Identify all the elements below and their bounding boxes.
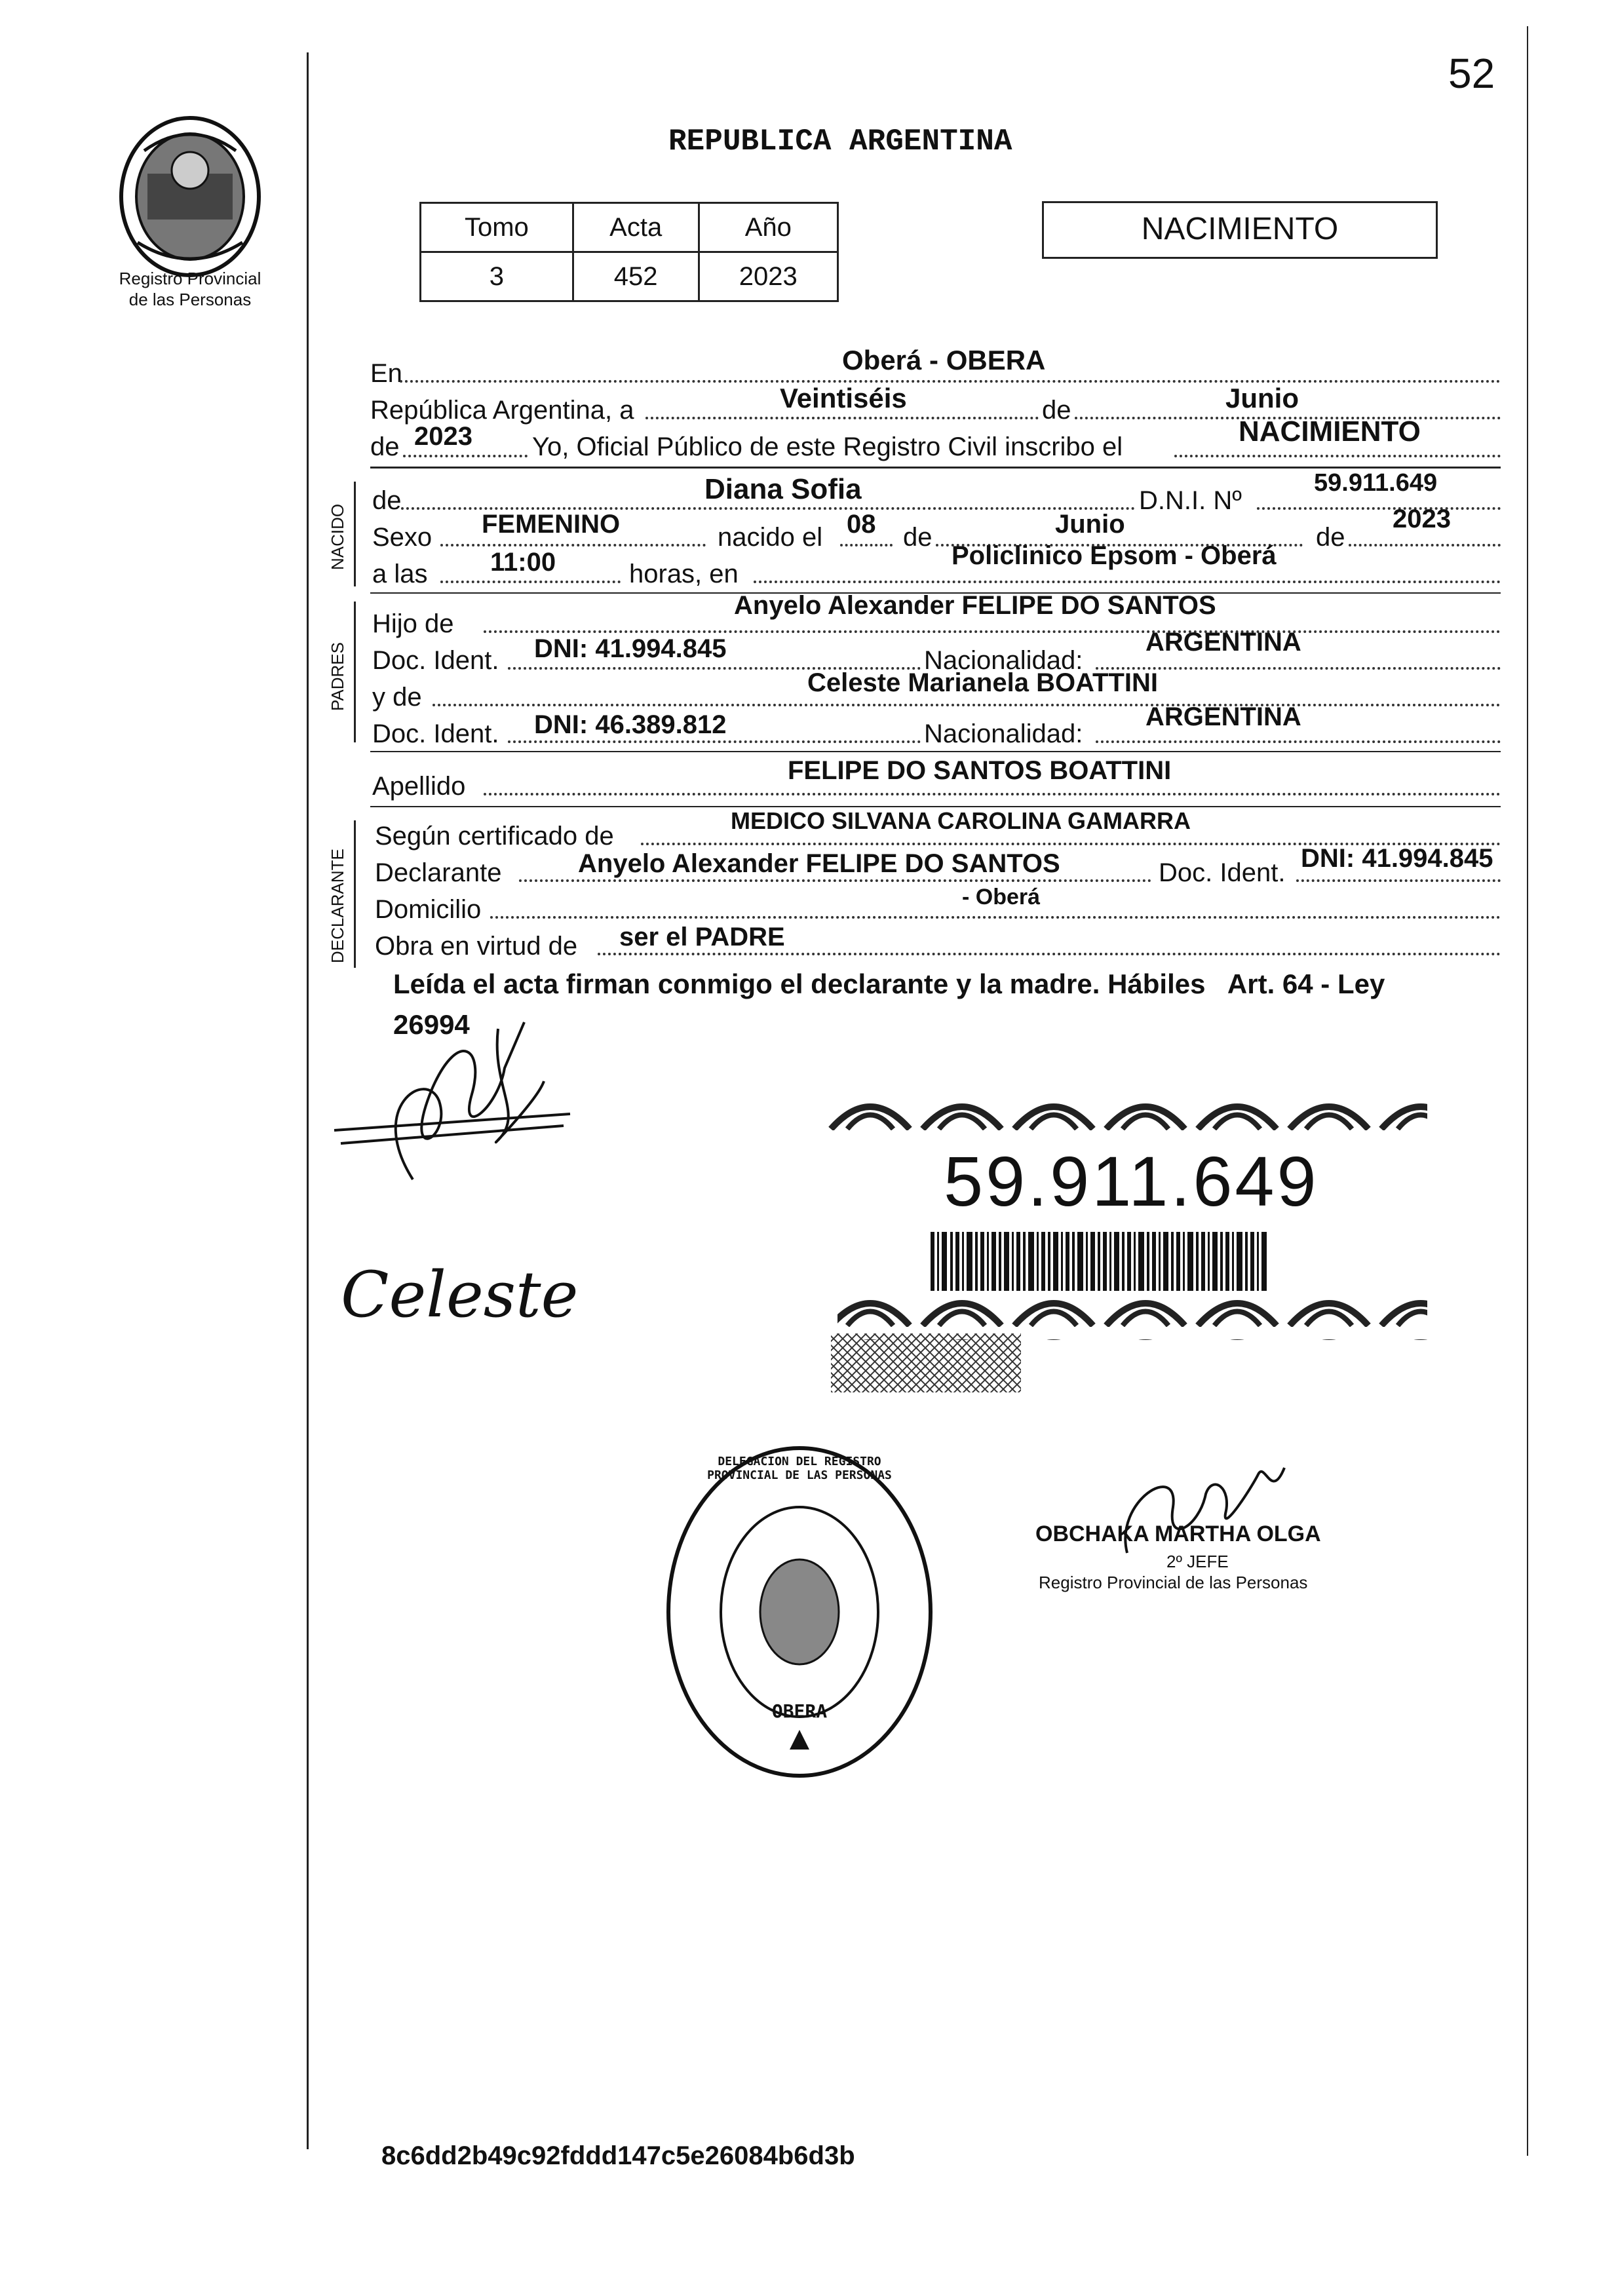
dotted-line bbox=[484, 630, 1501, 633]
declarant-label: Declarante bbox=[375, 858, 502, 887]
dotted-line bbox=[1296, 879, 1501, 882]
nacido-el-label: nacido el bbox=[718, 523, 823, 552]
father-nationality: ARGENTINA bbox=[1145, 628, 1301, 657]
right-margin-line bbox=[1527, 26, 1528, 2156]
dotted-line bbox=[440, 581, 621, 583]
record-type-label: NACIMIENTO bbox=[1141, 212, 1339, 246]
table-cell: 452 bbox=[573, 252, 699, 301]
domicile-label: Domicilio bbox=[375, 895, 482, 924]
left-margin-line bbox=[307, 52, 309, 2149]
closing-line1: Leída el acta firman conmigo el declarante y la madre. Hábiles Art. 64 - Ley bbox=[393, 968, 1385, 999]
table-header: Año bbox=[699, 203, 837, 252]
dotted-line bbox=[1257, 507, 1501, 510]
mother-doc: DNI: 46.389.812 bbox=[534, 710, 727, 739]
dotted-line bbox=[1174, 455, 1501, 457]
official-office: Registro Provincial de las Personas bbox=[1039, 1573, 1308, 1592]
padres-section-label: PADRES bbox=[328, 642, 347, 711]
cert-value: MEDICO SILVANA CAROLINA GAMARRA bbox=[731, 807, 1191, 834]
child-sex: FEMENINO bbox=[482, 510, 621, 539]
date-year: 2023 bbox=[414, 422, 472, 451]
surname-value: FELIPE DO SANTOS BOATTINI bbox=[788, 756, 1172, 785]
section-divider bbox=[370, 467, 1501, 469]
nacido-de-label: de bbox=[372, 486, 402, 515]
official-signature bbox=[1101, 1448, 1298, 1566]
date-prefix: República Argentina, a bbox=[370, 396, 634, 425]
declarante-section-label: DECLARANTE bbox=[328, 849, 347, 963]
domicile-value: - Oberá bbox=[962, 885, 1041, 909]
table-header: Tomo bbox=[421, 203, 573, 252]
section-divider bbox=[370, 751, 1501, 752]
sticker-number: 59.911.649 bbox=[944, 1141, 1319, 1221]
father-name: Anyelo Alexander FELIPE DO SANTOS bbox=[734, 591, 1216, 620]
document-title: REPUBLICA ARGENTINA bbox=[668, 124, 1012, 159]
father-signature bbox=[328, 1009, 577, 1199]
obra-value: ser el PADRE bbox=[619, 923, 785, 951]
province-seal-icon bbox=[111, 111, 269, 282]
stamp-text: DELEGACION DEL REGISTRO PROVINCIAL DE LAS PERSONAS bbox=[707, 1455, 892, 1482]
stamp-city: OBERA bbox=[771, 1700, 828, 1722]
mother-nationality: ARGENTINA bbox=[1145, 702, 1301, 731]
obra-label: Obra en virtud de bbox=[375, 932, 578, 961]
official-stamp bbox=[662, 1442, 937, 1782]
date-month: Junio bbox=[1225, 383, 1299, 413]
declarant-name: Anyelo Alexander FELIPE DO SANTOS bbox=[578, 849, 1060, 878]
dotted-line bbox=[754, 581, 1501, 583]
mother-signature: Celeste bbox=[341, 1258, 579, 1331]
event-type: NACIMIENTO bbox=[1239, 415, 1421, 448]
dotted-line bbox=[645, 417, 1039, 419]
registrar-text: Yo, Oficial Público de este Registro Civil inscribo el bbox=[532, 432, 1123, 461]
birth-month: Junio bbox=[1055, 510, 1125, 539]
mother-name: Celeste Marianela BOATTINI bbox=[807, 668, 1158, 697]
declarante-bracket bbox=[354, 820, 356, 968]
barcode-icon bbox=[931, 1232, 1271, 1291]
page-number: 52 bbox=[1448, 50, 1495, 97]
birth-year: 2023 bbox=[1393, 505, 1451, 533]
birth-time: 11:00 bbox=[490, 548, 556, 577]
registry-logo bbox=[111, 111, 269, 282]
dotted-line bbox=[490, 916, 1501, 919]
dotted-line bbox=[840, 544, 893, 546]
dni-label: D.N.I. Nº bbox=[1139, 486, 1242, 515]
date-day: Veintiséis bbox=[780, 383, 907, 413]
child-dni: 59.911.649 bbox=[1314, 469, 1438, 497]
record-type-box bbox=[1042, 201, 1438, 259]
sexo-label: Sexo bbox=[372, 523, 433, 552]
father-doc-label: Doc. Ident. bbox=[372, 646, 499, 675]
mother-doc-label: Doc. Ident. bbox=[372, 719, 499, 748]
place-label: En bbox=[370, 359, 402, 388]
dotted-line bbox=[440, 544, 706, 546]
place-value: Oberá - OBERA bbox=[842, 345, 1046, 375]
declarant-doc-label: Doc. Ident. bbox=[1159, 858, 1286, 887]
mother-nat-label: Nacionalidad: bbox=[924, 719, 1083, 748]
table-cell: 2023 bbox=[699, 252, 837, 301]
record-table bbox=[419, 202, 839, 302]
dotted-line bbox=[433, 704, 1501, 706]
date-de2-label: de bbox=[370, 432, 400, 461]
signature-scribble-icon bbox=[1101, 1448, 1298, 1566]
yde-label: y de bbox=[372, 683, 422, 712]
closing-line2: 26994 bbox=[393, 1009, 470, 1040]
dotted-line bbox=[519, 879, 1151, 882]
horas-label: horas, en bbox=[629, 560, 739, 588]
dotted-line bbox=[484, 793, 1501, 795]
dotted-line bbox=[1349, 544, 1501, 546]
dotted-line bbox=[403, 455, 528, 457]
official-name: OBCHAKA MARTHA OLGA bbox=[1035, 1521, 1321, 1546]
padres-bracket bbox=[354, 602, 356, 742]
hijo-label: Hijo de bbox=[372, 609, 454, 638]
dotted-line bbox=[400, 380, 1501, 383]
logo-caption-line2: de las Personas bbox=[128, 290, 252, 309]
table-cell: 3 bbox=[421, 252, 573, 301]
date-de-label: de bbox=[1042, 396, 1071, 425]
nacido-bracket bbox=[354, 482, 356, 586]
birth-place: Policlinico Epsom - Oberá bbox=[952, 541, 1277, 570]
declarant-doc: DNI: 41.994.845 bbox=[1301, 844, 1493, 873]
logo-caption-line1: Registro Provincial bbox=[119, 269, 261, 288]
dotted-line bbox=[1096, 740, 1501, 743]
table-header: Acta bbox=[573, 203, 699, 252]
dotted-line bbox=[598, 953, 1501, 955]
document-hash: 8c6dd2b49c92fddd147c5e26084b6d3b bbox=[381, 2141, 855, 2170]
father-doc: DNI: 41.994.845 bbox=[534, 634, 727, 663]
cert-label: Según certificado de bbox=[375, 822, 614, 851]
hora-label: a las bbox=[372, 560, 428, 588]
child-name: Diana Sofia bbox=[704, 473, 862, 505]
signature-scribble-icon bbox=[328, 1009, 577, 1199]
barcode bbox=[931, 1232, 1271, 1291]
surname-label: Apellido bbox=[372, 772, 466, 801]
dotted-line bbox=[508, 740, 921, 743]
nacido-section-label: NACIDO bbox=[328, 503, 347, 570]
official-role: 2º JEFE bbox=[1166, 1552, 1229, 1571]
father-nat-label: Nacionalidad: bbox=[924, 646, 1083, 675]
birth-day: 08 bbox=[847, 510, 876, 539]
birth-de-label2: de bbox=[1316, 523, 1345, 552]
stamp-seal-icon bbox=[662, 1442, 937, 1782]
birth-de-label: de bbox=[903, 523, 933, 552]
